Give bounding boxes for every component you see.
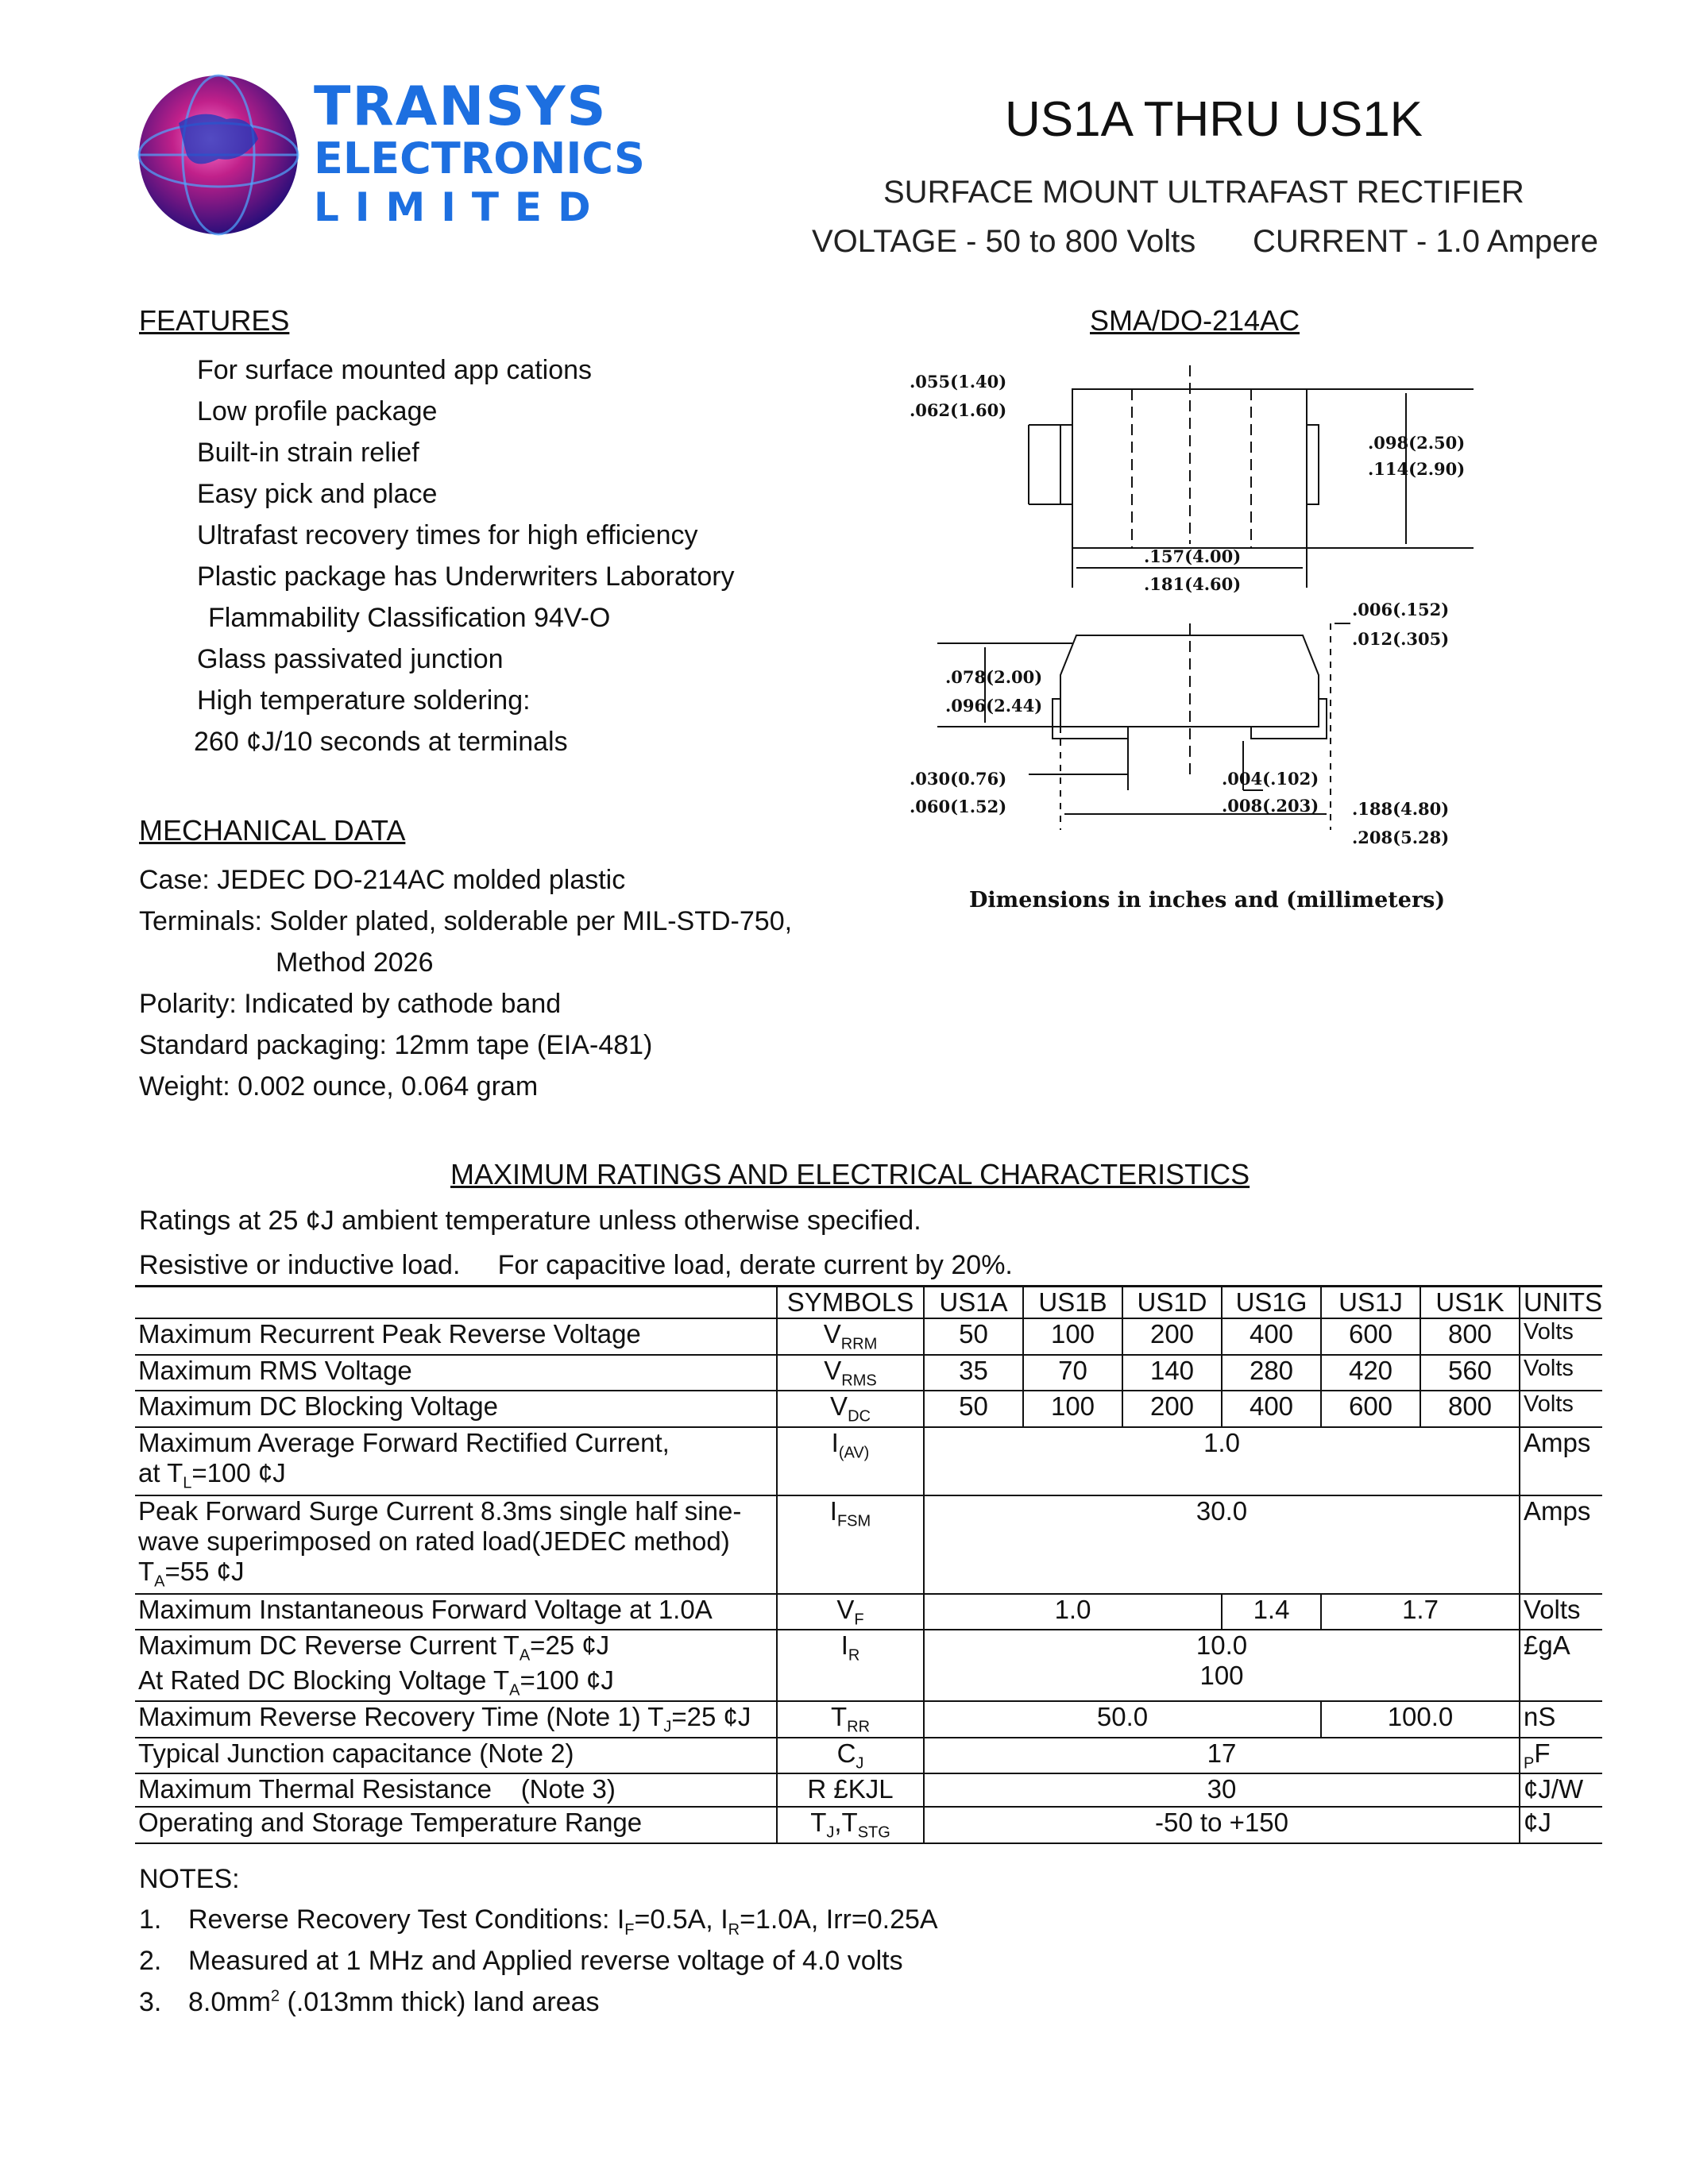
page-title: US1A THRU US1K bbox=[1005, 92, 1423, 147]
param-cell: Maximum Average Forward Rectified Current, at $T_L=100$ ¢J bbox=[135, 1427, 777, 1495]
dim-label: .096(2.44) bbox=[945, 696, 1043, 716]
voltage-spec: VOLTAGE - 50 to 800 Volts bbox=[812, 224, 1196, 259]
col-header: SYMBOLS bbox=[777, 1287, 924, 1319]
value-cell: 17 bbox=[924, 1738, 1520, 1774]
unit-cell: Amps bbox=[1520, 1427, 1602, 1495]
param-cell: Maximum RMS Voltage bbox=[135, 1355, 777, 1391]
table-row bbox=[135, 1355, 1602, 1391]
page-subtitle: SURFACE MOUNT ULTRAFAST RECTIFIER bbox=[883, 175, 1524, 210]
value-cell: 35 bbox=[924, 1355, 1023, 1391]
symbol-cell: $I_R$ bbox=[777, 1630, 924, 1700]
ratings-table bbox=[135, 1285, 1602, 1844]
table-row bbox=[135, 1594, 1602, 1630]
value-cell: 50 bbox=[924, 1391, 1023, 1427]
value-cell: 1.4 bbox=[1222, 1594, 1321, 1630]
dim-label: .188(4.80) bbox=[1352, 799, 1450, 819]
mechanical-list bbox=[139, 859, 854, 1107]
value-cell: 420 bbox=[1321, 1355, 1420, 1391]
mech-item: Polarity: Indicated by cathode band bbox=[139, 989, 562, 1019]
unit-cell: ¢J/W bbox=[1520, 1773, 1602, 1807]
symbol-cell: $V_{DC}$ bbox=[777, 1391, 924, 1427]
value-cell: 100 bbox=[1023, 1391, 1122, 1427]
col-header: US1B bbox=[1023, 1287, 1122, 1319]
value-cell: 50 bbox=[924, 1318, 1023, 1355]
symbol-cell: $I_{FSM}$ bbox=[777, 1495, 924, 1594]
value-cell: 400 bbox=[1222, 1318, 1321, 1355]
current-spec: CURRENT - 1.0 Ampere bbox=[1253, 224, 1598, 259]
ratings-note1: Ratings at 25 ¢J ambient temperature unless otherwise specified. bbox=[139, 1206, 921, 1236]
value-cell: 280 bbox=[1222, 1355, 1321, 1391]
symbol-cell: $V_F$ bbox=[777, 1594, 924, 1630]
symbol-cell: $C_J$ bbox=[777, 1738, 924, 1774]
feature-item: Ultrafast recovery times for high efficiency bbox=[197, 520, 698, 550]
col-header: UNITS bbox=[1520, 1287, 1602, 1319]
table-row bbox=[135, 1495, 1602, 1594]
feature-item: Low profile package bbox=[197, 396, 438, 426]
mech-item: Standard packaging: 12mm tape (EIA-481) bbox=[139, 1030, 653, 1060]
unit-cell: $_P$F bbox=[1520, 1738, 1602, 1774]
mechanical-heading: MECHANICAL DATA bbox=[139, 814, 406, 847]
symbol-cell: $T_{RR}$ bbox=[777, 1701, 924, 1738]
note-1: 1. Reverse Recovery Test Conditions: $I_F=0.5A$, $I_R=1.0A$, Irr=0.25A bbox=[139, 1904, 938, 1939]
symbol-cell: R £KJL bbox=[777, 1773, 924, 1807]
dim-label: .157(4.00) bbox=[1144, 546, 1242, 566]
table-row bbox=[135, 1738, 1602, 1774]
value-cell: 30 bbox=[924, 1773, 1520, 1807]
features-heading: FEATURES bbox=[139, 304, 290, 337]
package-heading: SMA/DO-214AC bbox=[1090, 304, 1300, 337]
table-row bbox=[135, 1701, 1602, 1738]
feature-item: Glass passivated junction bbox=[197, 644, 504, 674]
value-cell: 1.0 bbox=[924, 1594, 1222, 1630]
feature-item: For surface mounted app cations bbox=[197, 355, 593, 385]
symbol-cell: $V_{RRM}$ bbox=[777, 1318, 924, 1355]
mech-item: Terminals: Solder plated, solderable per MIL-STD-750, bbox=[139, 906, 793, 936]
value-cell: 1.0 bbox=[924, 1427, 1520, 1495]
col-header: US1J bbox=[1321, 1287, 1420, 1319]
dim-label: .181(4.60) bbox=[1144, 574, 1242, 594]
value-cell: 1.7 bbox=[1321, 1594, 1520, 1630]
dim-label: .030(0.76) bbox=[910, 769, 1007, 789]
col-header: US1A bbox=[924, 1287, 1023, 1319]
param-cell: Maximum Thermal Resistance (Note 3) bbox=[135, 1773, 777, 1807]
table-row bbox=[135, 1427, 1602, 1495]
globe-logo-icon bbox=[131, 68, 306, 242]
param-cell: Maximum Reverse Recovery Time (Note 1) $T_J=25$ ¢J bbox=[135, 1701, 777, 1738]
table-row bbox=[135, 1318, 1602, 1355]
col-header: US1G bbox=[1222, 1287, 1321, 1319]
dim-label: .114(2.90) bbox=[1368, 459, 1466, 479]
feature-item: Plastic package has Underwriters Laboratory bbox=[197, 561, 735, 592]
param-cell: Maximum DC Blocking Voltage bbox=[135, 1391, 777, 1427]
table-row bbox=[135, 1391, 1602, 1427]
param-cell: Maximum DC Reverse Current $T_A=25$ ¢J At Rated DC Blocking Voltage $T_A=100$ ¢J bbox=[135, 1630, 777, 1700]
param-cell: Peak Forward Surge Current 8.3ms single half sine- wave superimposed on rated load(JEDEC method) $T_A=55$ ¢J bbox=[135, 1495, 777, 1594]
symbol-cell: $T_J,T_{STG}$ bbox=[777, 1807, 924, 1843]
symbol-cell: $V_{RMS}$ bbox=[777, 1355, 924, 1391]
logo-line1: TRANSYS bbox=[314, 75, 608, 138]
value-cell: 10.0 100 bbox=[924, 1630, 1520, 1700]
mech-item: Method 2026 bbox=[276, 947, 434, 978]
param-cell: Maximum Recurrent Peak Reverse Voltage bbox=[135, 1318, 777, 1355]
unit-cell: £gA bbox=[1520, 1630, 1602, 1700]
feature-item: High temperature soldering: bbox=[197, 685, 531, 716]
dim-label: .006(.152) bbox=[1352, 600, 1450, 619]
symbol-cell: $I_{(AV)}$ bbox=[777, 1427, 924, 1495]
mech-item: Case: JEDEC DO-214AC molded plastic bbox=[139, 865, 626, 895]
logo-line3: LIMITED bbox=[314, 184, 607, 230]
ratings-note2: Resistive or inductive load. For capacitive load, derate current by 20%. bbox=[139, 1250, 1013, 1280]
value-cell: 70 bbox=[1023, 1355, 1122, 1391]
value-cell: 400 bbox=[1222, 1391, 1321, 1427]
value-cell: 100 bbox=[1023, 1318, 1122, 1355]
table-row bbox=[135, 1807, 1602, 1843]
feature-item: 260 ¢J/10 seconds at terminals bbox=[194, 727, 568, 757]
dim-label: .078(2.00) bbox=[945, 667, 1043, 687]
table-row bbox=[135, 1773, 1602, 1807]
col-header: US1K bbox=[1420, 1287, 1520, 1319]
note-3: 3. $8.0mm^2$ (.013mm thick) land areas bbox=[139, 1987, 600, 2017]
value-cell: 30.0 bbox=[924, 1495, 1520, 1594]
note-2: 2. Measured at 1 MHz and Applied reverse voltage of 4.0 volts bbox=[139, 1946, 903, 1976]
mech-item: Weight: 0.002 ounce, 0.064 gram bbox=[139, 1071, 539, 1102]
dim-label: .008(.203) bbox=[1222, 796, 1319, 816]
feature-item: Flammability Classification 94V-O bbox=[208, 603, 611, 633]
table-header-row bbox=[135, 1287, 1602, 1319]
unit-cell: Volts bbox=[1520, 1391, 1602, 1427]
value-cell: 50.0 bbox=[924, 1701, 1321, 1738]
notes-heading: NOTES: bbox=[139, 1864, 240, 1894]
value-cell: 600 bbox=[1321, 1318, 1420, 1355]
dim-label: .055(1.40) bbox=[910, 372, 1007, 392]
ratings-heading: MAXIMUM RATINGS AND ELECTRICAL CHARACTERISTICS bbox=[450, 1158, 1250, 1190]
feature-item: Easy pick and place bbox=[197, 479, 438, 509]
unit-cell: ¢J bbox=[1520, 1807, 1602, 1843]
value-cell: 140 bbox=[1122, 1355, 1222, 1391]
features-list bbox=[194, 349, 832, 762]
logo-line2: ELECTRONICS bbox=[314, 133, 645, 183]
unit-cell: Volts bbox=[1520, 1594, 1602, 1630]
value-cell: 600 bbox=[1321, 1391, 1420, 1427]
value-cell: 800 bbox=[1420, 1318, 1520, 1355]
dim-label: .060(1.52) bbox=[910, 797, 1007, 816]
dim-label: .004(.102) bbox=[1222, 769, 1319, 789]
value-cell: 200 bbox=[1122, 1391, 1222, 1427]
unit-cell: Amps bbox=[1520, 1495, 1602, 1594]
value-cell: 100.0 bbox=[1321, 1701, 1520, 1738]
value-cell: -50 to +150 bbox=[924, 1807, 1520, 1843]
dim-label: .098(2.50) bbox=[1368, 433, 1466, 453]
value-cell: 560 bbox=[1420, 1355, 1520, 1391]
param-cell: Maximum Instantaneous Forward Voltage at 1.0A bbox=[135, 1594, 777, 1630]
param-cell: Typical Junction capacitance (Note 2) bbox=[135, 1738, 777, 1774]
unit-cell: nS bbox=[1520, 1701, 1602, 1738]
feature-item: Built-in strain relief bbox=[197, 438, 419, 468]
dim-label: .012(.305) bbox=[1352, 629, 1450, 649]
param-cell: Operating and Storage Temperature Range bbox=[135, 1807, 777, 1843]
unit-cell: Volts bbox=[1520, 1318, 1602, 1355]
col-header: US1D bbox=[1122, 1287, 1222, 1319]
value-cell: 200 bbox=[1122, 1318, 1222, 1355]
unit-cell: Volts bbox=[1520, 1355, 1602, 1391]
table-row bbox=[135, 1630, 1602, 1700]
dim-label: .208(5.28) bbox=[1352, 828, 1450, 847]
value-cell: 800 bbox=[1420, 1391, 1520, 1427]
dim-label: .062(1.60) bbox=[910, 400, 1007, 420]
diagram-caption: Dimensions in inches and (millimeters) bbox=[969, 888, 1446, 913]
